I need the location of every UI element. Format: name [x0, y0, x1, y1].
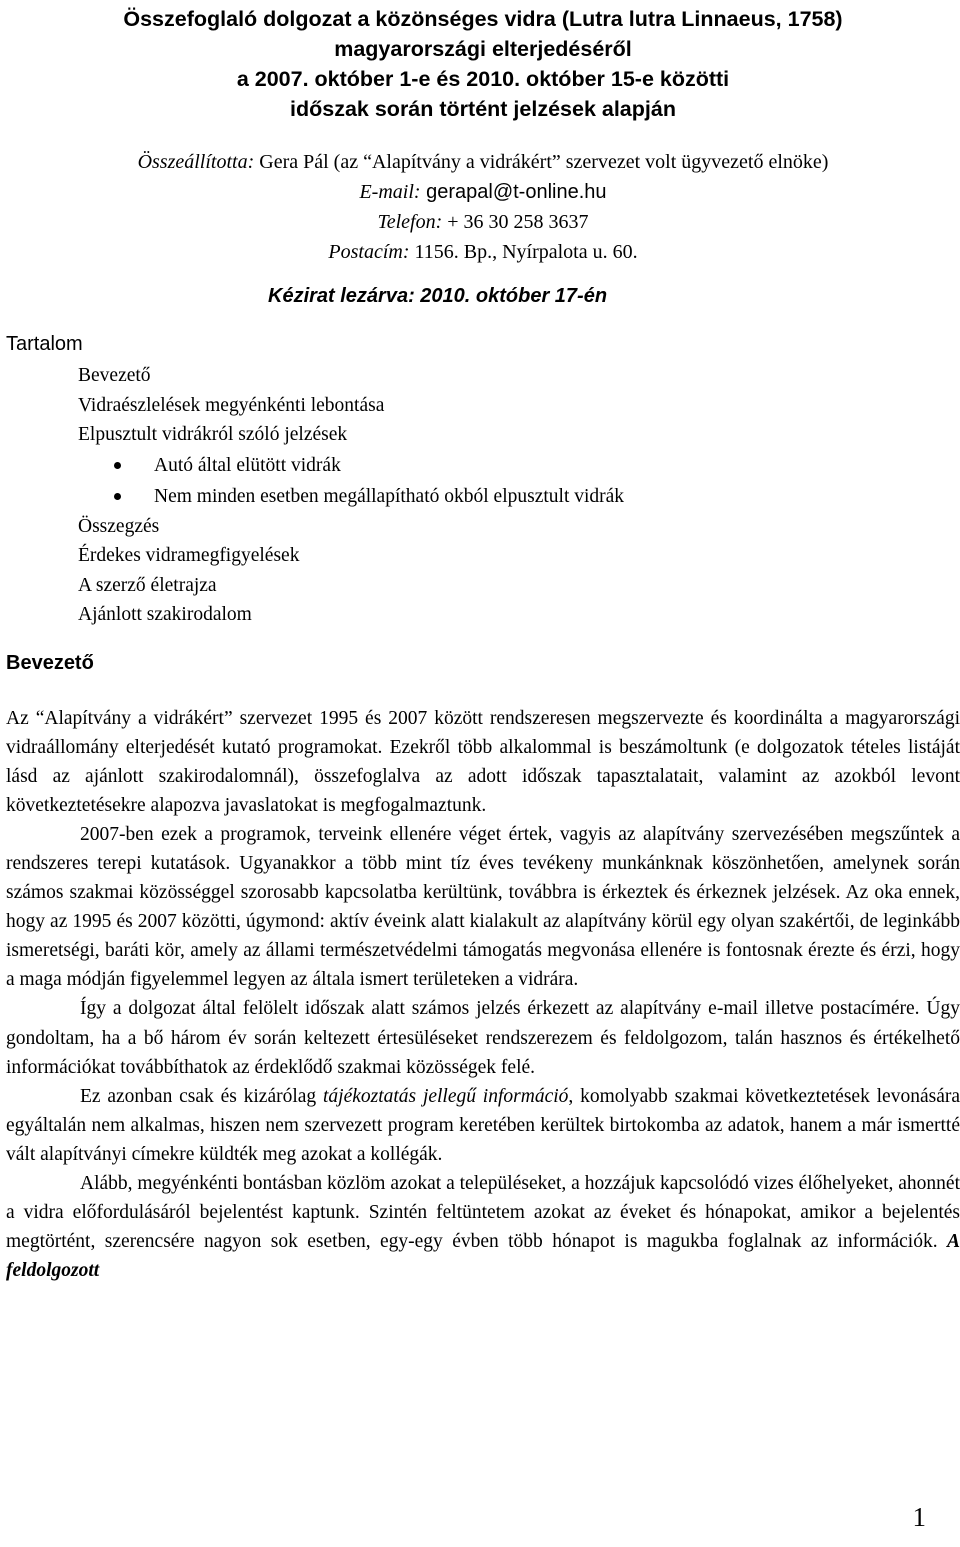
- phone-row: [6, 207, 960, 237]
- paragraph-5-bold: A feldolgozott: [6, 1231, 960, 1282]
- toc-item-intro: Bevezető: [78, 365, 151, 386]
- toc-item-literature: Ajánlott szakirodalom: [78, 604, 252, 625]
- paragraph-4-part-a: Ez azonban csak és kizárólag: [80, 1085, 323, 1107]
- page-number: 1: [912, 1502, 926, 1532]
- paragraph-5: [6, 1169, 960, 1285]
- bullet-icon: [114, 462, 121, 469]
- toc-subitem-car: [78, 450, 960, 481]
- address-label: Postacím:: [328, 241, 410, 263]
- paragraph-3: Így a dolgozat által felölelt időszak alatt számos jelzés érkezett az alapítvány e-mail illetve postacímére. Úgy gondoltam, ha a bő három év során keltezett értesüléseket rendszerezem és feldolgozom, talán hasznos és értékelhető információkat továbbíthatok az érdeklődő szakmai közösségek felé.: [6, 998, 960, 1078]
- intro-heading: Bevezető: [6, 651, 94, 674]
- compiled-by-label: Összeállította:: [137, 151, 255, 173]
- email-row: [6, 177, 960, 207]
- paragraph-4-part-b: , komolyabb szakmai következtetések levonására egyáltalán nem alkalmas, hiszen nem szervezett program keretében kerültek birtokomba az adatok, hanem a már ismertté vált alapítványi címekre küldték meg azokat a kollégák.: [6, 1085, 960, 1165]
- title-line-1: Összefoglaló dolgozat a közönséges vidra (Lutra lutra Linnaeus, 1758): [123, 7, 843, 31]
- title-line-2: magyarországi elterjedéséről: [334, 37, 632, 61]
- compiled-by-row: [6, 147, 960, 177]
- address-row: [6, 237, 960, 267]
- toc-item-summary: Összegzés: [78, 515, 160, 537]
- document-title: [6, 0, 960, 124]
- title-line-3: a 2007. október 1-e és 2010. október 15-e közötti: [236, 67, 730, 91]
- toc-item-author-bio: A szerző életrajza: [78, 574, 217, 596]
- toc-item-interesting-observations: Érdekes vidramegfigyelések: [78, 545, 300, 566]
- paragraph-5-part-a: Alább, megyénkénti bontásban közlöm azokat a településeket, a hozzájuk kapcsolódó vizes élőhelyeket, ahonnét a vidra előfordulásáról bejelentést kaptunk. Szintén feltüntetem azokat az éveket és hónapokat, amikor a bejelentés megtörtént, szerencsére nagyon sok esetben, egy-egy évben több hónapot is magukba foglalnak az információk.: [6, 1173, 960, 1253]
- table-of-contents: [6, 361, 960, 630]
- manuscript-closed-date: Kézirat lezárva: 2010. október 17-én: [268, 285, 608, 307]
- intro-body: [6, 704, 960, 1286]
- paragraph-4-italic: tájékoztatás jellegű információ: [322, 1085, 569, 1107]
- paragraph-1: Az “Alapítvány a vidrákért” szervezet 1995 és 2007 között rendszeresen megszervezte és koordinálta a magyarországi vidraállomány elterjedését kutató programokat. Ezekről több alkalommal is beszámoltunk (e dolgozatok tételes listáját lásd az ajánlott szakirodalomnál), összefoglalva az adott időszak tapasztalatait, valamint az azokból levont következtetésekre alapozva javaslatokat is megfogalmaztunk.: [6, 707, 960, 816]
- phone-value: + 36 30 258 3637: [442, 211, 589, 233]
- email-value: gerapal@t-online.hu: [420, 181, 607, 203]
- toc-subitem-unknown-cause: [78, 481, 960, 512]
- phone-label: Telefon:: [377, 211, 443, 233]
- author-info: [6, 147, 960, 267]
- toc-title: Tartalom: [6, 333, 83, 355]
- title-line-4: időszak során történt jelzések alapján: [290, 97, 676, 121]
- email-label: E-mail:: [359, 181, 421, 203]
- paragraph-4: [6, 1082, 960, 1169]
- toc-subitem-car-label: Autó által elütött vidrák: [154, 454, 341, 476]
- toc-item-dead-otters: Elpusztult vidrákról szóló jelzések: [78, 424, 348, 445]
- compiled-by-value: Gera Pál (az “Alapítvány a vidrákért” szervezet volt ügyvezető elnöke): [254, 151, 829, 173]
- toc-item-county-breakdown: Vidraészlelések megyénkénti lebontása: [78, 394, 385, 416]
- address-value: 1156. Bp., Nyírpalota u. 60.: [409, 241, 638, 263]
- toc-subitem-unknown-cause-label: Nem minden esetben megállapítható okból elpusztult vidrák: [154, 485, 625, 507]
- document-page: [6, 0, 960, 1547]
- paragraph-2: 2007-ben ezek a programok, terveink ellenére véget értek, vagyis az alapítvány szervezésében megszűntek a rendszeres terepi kutatások. Ugyanakkor a több mint tíz éves tevékeny munkánknak köszönhetően, amelynek során számos szakmai közösséggel szorosabb kapcsolatba kerültünk, továbbra is érkeztek és érkeznek jelzések. Az oka ennek, hogy az 1995 és 2007 közötti, úgymond: aktív éveink alatt kialakult az alapítvány körül egy olyan szakértői, de leginkább ismeretségi, baráti kör, amely az állami természetvédelmi támogatás megvonása ellenére is fontosnak érezte és érzi, hogy a maga módján figyelemmel legyen az általa ismert területeken a vidrára.: [6, 823, 960, 991]
- bullet-icon: [114, 493, 121, 500]
